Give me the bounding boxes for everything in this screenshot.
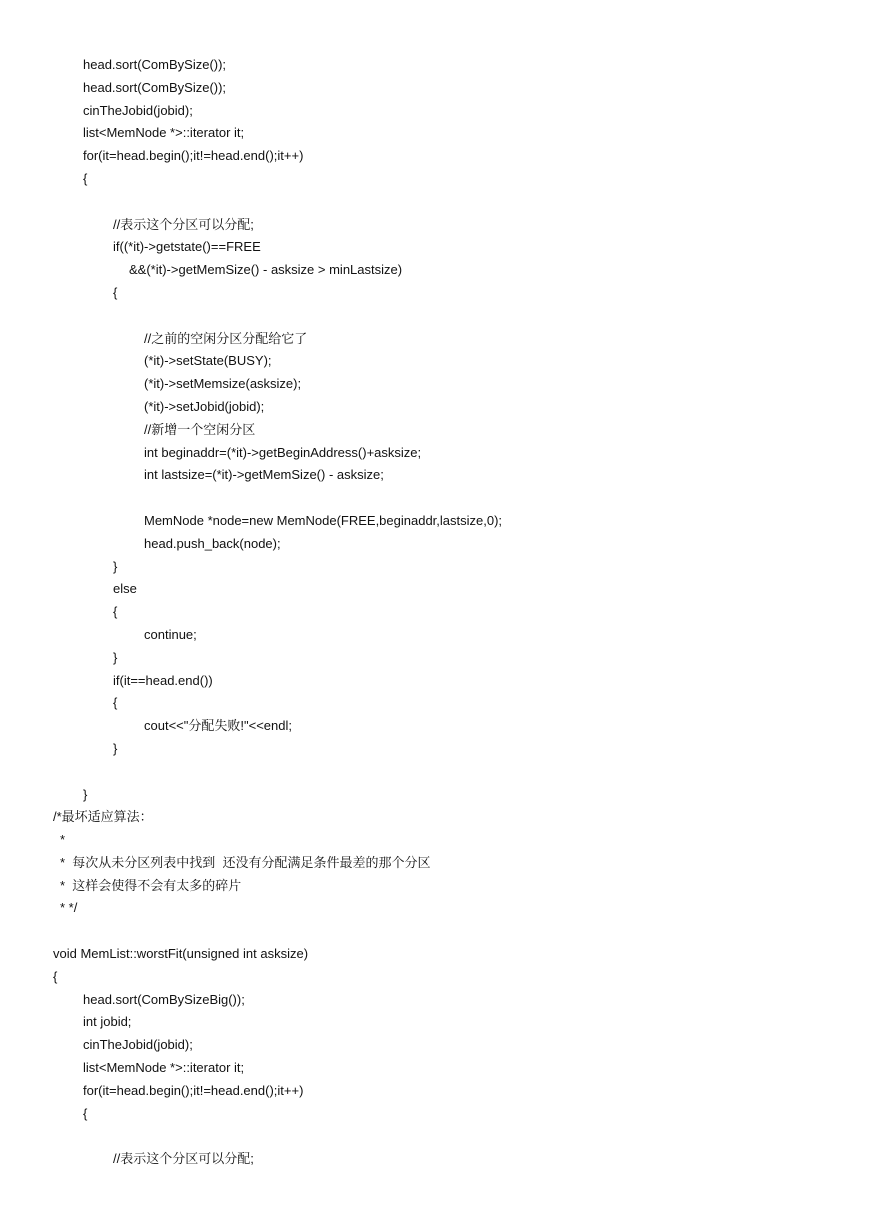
- code-line: list<MemNode *>::iterator it;: [83, 125, 245, 141]
- code-line: {: [113, 604, 118, 620]
- code-line: int jobid;: [83, 1014, 132, 1030]
- code-line: &&(*it)->getMemSize() - asksize > minLastsize): [129, 262, 403, 278]
- code-line: head.sort(ComBySizeBig());: [83, 991, 245, 1007]
- code-line: int lastsize=(*it)->getMemSize() - asksize;: [144, 467, 384, 483]
- code-line: [0, 487, 869, 510]
- code-line: {: [113, 284, 118, 300]
- code-line: if((*it)->getstate()==FREE: [113, 239, 261, 255]
- code-line: }: [113, 740, 118, 756]
- code-line: //表示这个分区可以分配;: [113, 1151, 254, 1167]
- code-line: for(it=head.begin();it!=head.end();it++): [83, 1082, 304, 1098]
- code-line: MemNode *node=new MemNode(FREE,beginaddr,lastsize,0);: [144, 512, 503, 528]
- code-line: (*it)->setMemsize(asksize);: [144, 376, 302, 392]
- code-line: [0, 1125, 869, 1148]
- code-line: int beginaddr=(*it)->getBeginAddress()+asksize;: [144, 444, 422, 460]
- code-line: void MemList::worstFit(unsigned int asksize): [53, 946, 309, 962]
- code-line: list<MemNode *>::iterator it;: [83, 1060, 245, 1076]
- code-line: for(it=head.begin();it!=head.end();it++): [83, 148, 304, 164]
- code-line: if(it==head.end()): [113, 672, 213, 688]
- code-line: }: [83, 786, 88, 802]
- code-line: {: [83, 170, 88, 186]
- code-line: [0, 920, 869, 943]
- code-line: else: [113, 581, 137, 597]
- code-line: }: [113, 649, 118, 665]
- code-line: *: [60, 832, 66, 848]
- code-line: * 这样会使得不会有太多的碎片: [60, 877, 242, 893]
- code-line: [0, 191, 869, 214]
- code-line: head.push_back(node);: [144, 535, 281, 551]
- code-line: //表示这个分区可以分配;: [113, 216, 254, 232]
- code-line: [0, 305, 869, 328]
- code-line: cinTheJobid(jobid);: [83, 1037, 193, 1053]
- code-line: /*最坏适应算法：: [53, 809, 153, 825]
- code-line: head.sort(ComBySize());: [83, 57, 227, 72]
- code-line: (*it)->setJobid(jobid);: [144, 398, 265, 414]
- code-line: (*it)->setState(BUSY);: [144, 353, 272, 369]
- code-line: * */: [60, 900, 78, 916]
- code-line: //之前的空闲分区分配给它了: [144, 330, 308, 346]
- code-line: //新增一个空闲分区: [144, 421, 256, 437]
- code-line: {: [53, 968, 58, 984]
- code-line: {: [83, 1105, 88, 1121]
- code-line: [0, 761, 869, 784]
- code-line: head.sort(ComBySize());: [83, 79, 227, 95]
- code-line: }: [113, 558, 118, 574]
- code-line: * 每次从未分区列表中找到 还没有分配满足条件最差的那个分区: [60, 854, 431, 870]
- code-listing: [0, 54, 869, 1171]
- code-line: cinTheJobid(jobid);: [83, 102, 193, 118]
- code-line: cout<<"分配失败!"<<endl;: [144, 718, 292, 734]
- code-line: {: [113, 695, 118, 711]
- code-line: continue;: [144, 626, 197, 642]
